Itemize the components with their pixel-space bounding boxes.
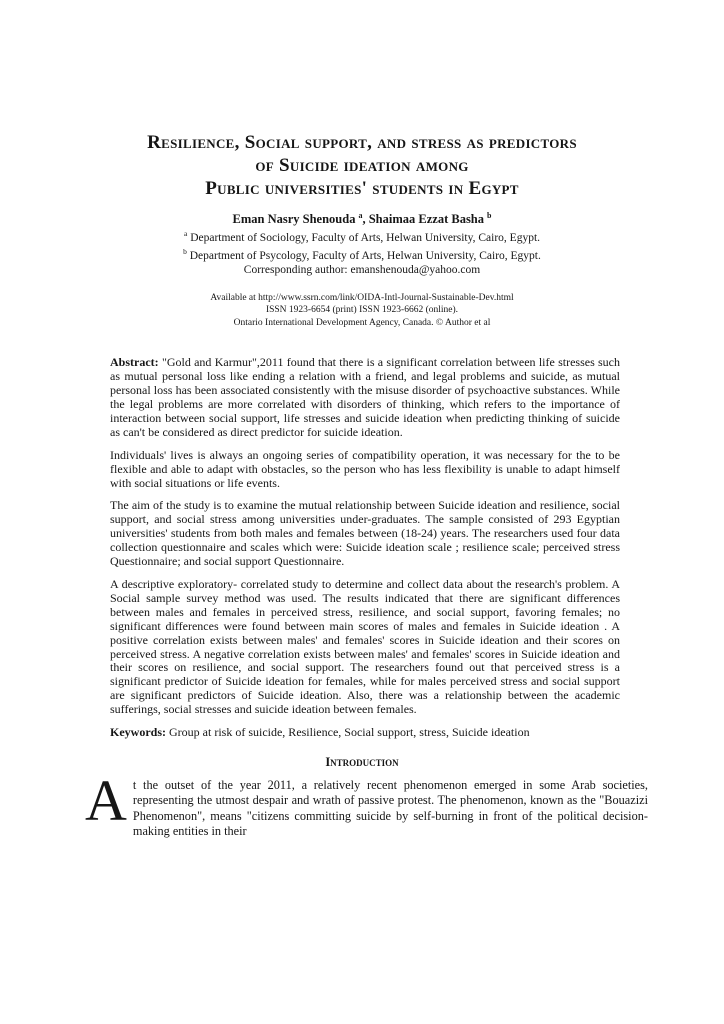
introduction-section [85, 767, 648, 839]
author-2-affiliation-mark: b [487, 211, 492, 220]
authors-separator: , [362, 212, 369, 227]
keywords-text: Group at risk of suicide, Resilience, Social support, stress, Suicide ideation [169, 725, 530, 740]
drop-cap: A [85, 767, 127, 833]
affiliation-a-mark: a [183, 229, 188, 239]
issn-line: ISSN 1923-6654 (print) ISSN 1923-6662 (online). [265, 305, 459, 316]
corresponding-author: Corresponding author: emanshenouda@yahoo.com [243, 263, 481, 276]
abstract-paragraph-1 [110, 356, 620, 439]
affiliation-a-text: Department of Sociology, Faculty of Arts, Helwan University, Cairo, Egypt. [190, 231, 541, 244]
affiliation-b [0, 245, 724, 263]
agency-copyright-line: Ontario International Development Agency, Canada. © Author et al [233, 317, 491, 328]
paper-title [0, 131, 724, 200]
abstract-paragraph-1-text: "Gold and Karmur",2011 found that there is a significant correlation between life stresses such as mutual personal loss like ending a relation with a friend, and legal problems and suicide, as mutual personal loss has been associated consistently with the misuse disorder of psychoactive substances. While the legal problems are more correlated with disorders of thinking, which refers to the importance of interaction between social support, life stresses and suicide ideation when predicting thinking of suicide as can't be considered as direct predictor for suicide ideation. [110, 355, 621, 439]
keywords-line [110, 726, 620, 740]
abstract-section [110, 356, 620, 740]
title-line-3: Public universities' students in Egypt [205, 178, 519, 199]
introduction-heading: Introduction [325, 754, 399, 769]
abstract-paragraph-4: A descriptive exploratory- correlated study to determine and collect data about the research's problem. A Social sample survey method was used. The results indicated that there are significant differences between males and females in perceived stress, resilience, and social support, favoring females; no significant differences were found between main scores of males and females in Suicide ideation . A positive correlation exists between males' and females' scores in Suicide ideation and their scores on perceived stress. A negative correlation exists between males' and females' scores in Suicide ideation and their scores on resilience, and social support. The researchers found out that perceived stress is a significant predictor of Suicide ideation for females, while for males perceived stress and social support are significant predictors of Suicide ideation. Also, there was a relationship between the academic sufferings, social stresses and suicide ideation between females. [110, 577, 620, 717]
keywords-label: Keywords: [110, 725, 166, 740]
title-line-1: Resilience, Social support, and stress as predictors [147, 132, 577, 153]
author-2: Shaimaa Ezzat Basha [368, 212, 485, 227]
affiliation-a [0, 227, 724, 245]
introduction-paragraph [85, 767, 648, 839]
abstract-label: Abstract: [110, 355, 159, 370]
introduction-text: t the outset of the year 2011, a relatively recent phenomenon emerged in some Arab societies, representing the utmost despair and wrath of passive protest. The phenomenon, known as the "Bouazizi Phenomenon", means "citizens committing suicide by self-burning in front of the political decision-making entities in their [132, 777, 648, 838]
author-1-affiliation-mark: a [358, 211, 363, 220]
affiliation-b-mark: b [183, 246, 187, 256]
availability-url: Available at http://www.ssrn.com/link/OIDA-Intl-Journal-Sustainable-Dev.html [210, 292, 514, 303]
abstract-paragraph-3: The aim of the study is to examine the mutual relationship between Suicide ideation and resilience, social support, and social stress among universities under-graduates. The sample consisted of 293 Egyptian universities' students from both males and females between (18-24) years. The researchers used four data collection questionnaire and scales which were: Suicide ideation scale ; resilience scale; perceived stress Questionnaire; and social support Questionnaire. [110, 498, 620, 569]
abstract-paragraph-2: Individuals' lives is always an ongoing series of compatibility operation, it was necessary for the to be flexible and able to adapt with obstacles, so the person who has less flexibility is unable to adapt himself with social situations or life events. [110, 447, 620, 490]
authors-line [0, 208, 724, 227]
author-1: Eman Nasry Shenouda [232, 212, 356, 227]
title-line-2: of Suicide ideation among [255, 155, 469, 176]
affiliation-b-text: Department of Psycology, Faculty of Arts, Helwan University, Cairo, Egypt. [189, 249, 541, 262]
journal-info-block [0, 292, 724, 330]
